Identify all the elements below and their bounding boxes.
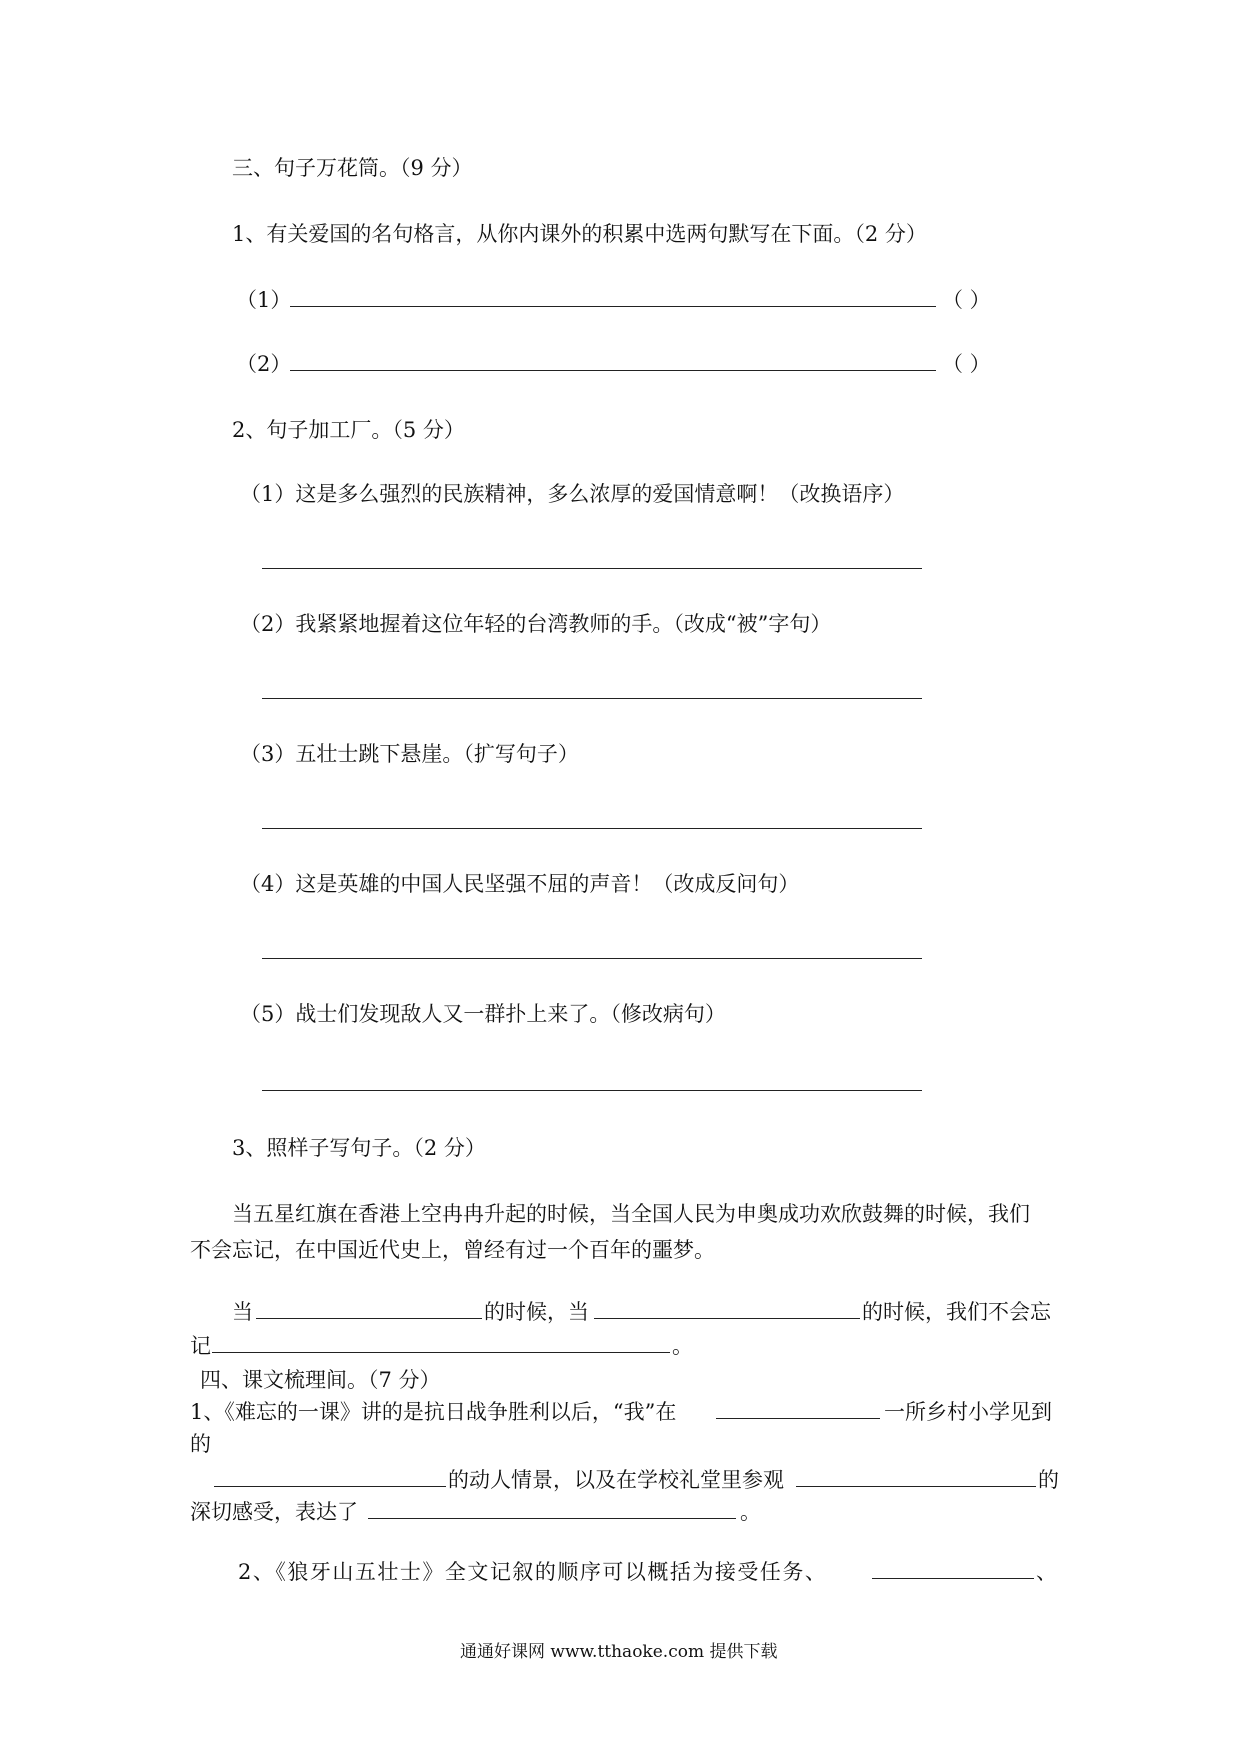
q2-item-5-answer-line[interactable]: [262, 1090, 922, 1091]
q1-item-2-source-paren: （ ）: [942, 352, 991, 376]
q1-item-2-answer-line[interactable]: [290, 370, 936, 371]
q2-item-3: （3）五壮士跳下悬崖。（扩写句子）: [240, 742, 579, 766]
s4-q1-blank-3[interactable]: [796, 1486, 1036, 1487]
s4-q1-text-a: 1、《难忘的一课》讲的是抗日战争胜利以后，“我”在: [190, 1400, 677, 1424]
s4-q1-text-d: 的动人情景，以及在学校礼堂里参观: [448, 1468, 784, 1492]
s4-q1-blank-2[interactable]: [214, 1486, 446, 1487]
q1-item-1-number: （1）: [236, 288, 292, 312]
q3-fill-text-b: 的时候，当: [484, 1300, 589, 1324]
q3-fill-text-e: 。: [672, 1334, 693, 1358]
q3-fill-blank-1[interactable]: [256, 1318, 482, 1319]
s4-q2-blank-1[interactable]: [872, 1578, 1034, 1579]
q1-item-1-source-paren: （ ）: [942, 288, 991, 312]
q2-item-2-answer-line[interactable]: [262, 698, 922, 699]
s4-q2-text-b: 、: [1036, 1560, 1057, 1584]
s4-q1-blank-1[interactable]: [716, 1418, 880, 1419]
q1-prompt: 1、有关爱国的名句格言，从你内课外的积累中选两句默写在下面。（2 分）: [232, 222, 927, 246]
s4-q1-text-g: 。: [740, 1500, 761, 1524]
s4-q1-text-c: 的: [190, 1432, 211, 1456]
page-footer: 通通好课网 www.tthaoke.com 提供下载: [460, 1642, 778, 1662]
q3-fill-text-c: 的时候，我们不会忘: [862, 1300, 1051, 1324]
q2-item-4: （4）这是英雄的中国人民坚强不屈的声音！（改成反问句）: [240, 872, 800, 896]
q3-example-line-1: 当五星红旗在香港上空冉冉升起的时候，当全国人民为申奥成功欢欣鼓舞的时候，我们: [232, 1202, 1030, 1226]
q2-item-4-answer-line[interactable]: [262, 958, 922, 959]
q2-item-3-answer-line[interactable]: [262, 828, 922, 829]
q3-fill-blank-3[interactable]: [212, 1352, 670, 1353]
s4-q1-text-e: 的: [1038, 1468, 1059, 1492]
q3-example-line-2: 不会忘记，在中国近代史上，曾经有过一个百年的噩梦。: [190, 1238, 715, 1262]
s4-q1-text-b: 一所乡村小学见到: [884, 1400, 1052, 1424]
q3-fill-text-a: 当: [232, 1300, 253, 1324]
s4-q2-text-a: 2、《狼牙山五壮士》全文记叙的顺序可以概括为接受任务、: [238, 1560, 828, 1584]
section-4-title: 四、课文梳理间。（7 分）: [200, 1368, 441, 1392]
s4-q1-blank-4[interactable]: [368, 1518, 736, 1519]
q2-item-1-answer-line[interactable]: [262, 568, 922, 569]
q2-item-1: （1）这是多么强烈的民族精神，多么浓厚的爱国情意啊！（改换语序）: [240, 482, 905, 506]
q2-prompt: 2、句子加工厂。（5 分）: [232, 418, 465, 442]
q2-item-2: （2）我紧紧地握着这位年轻的台湾教师的手。（改成“被”字句）: [240, 612, 832, 636]
q3-fill-text-d: 记: [190, 1334, 211, 1358]
q1-item-2-number: （2）: [236, 352, 292, 376]
s4-q1-text-f: 深切感受，表达了: [190, 1500, 358, 1524]
q3-fill-blank-2[interactable]: [594, 1318, 860, 1319]
q3-prompt: 3、照样子写句子。（2 分）: [232, 1136, 486, 1160]
section-3-title: 三、句子万花筒。（9 分）: [232, 156, 473, 180]
q1-item-1-answer-line[interactable]: [290, 306, 936, 307]
q2-item-5: （5）战士们发现敌人又一群扑上来了。（修改病句）: [240, 1002, 726, 1026]
